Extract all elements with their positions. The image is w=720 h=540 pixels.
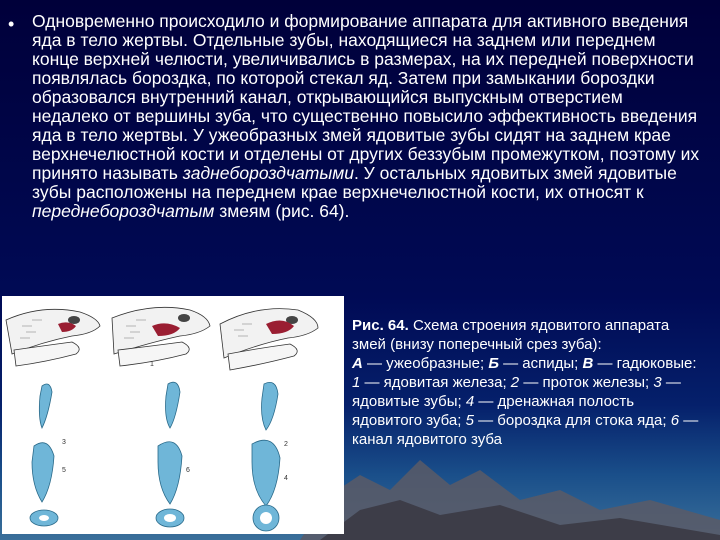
tooth-b: [156, 382, 190, 527]
term-front-grooved: переднебороздчатым: [32, 201, 215, 221]
figure-label-4: 4: [284, 475, 288, 482]
figure-label-3: 3: [62, 439, 66, 446]
caption-title: Схема строения ядовитого аппарата змей (внизу поперечный срез зуба):: [352, 317, 670, 353]
figure-label-5: 5: [62, 467, 66, 474]
snake-head-c: [220, 309, 318, 370]
caption-text-a: — ужеобразные;: [367, 355, 485, 372]
caption-num-2: 2: [510, 374, 520, 391]
caption-label-b: Б: [488, 355, 499, 372]
caption-item-1: — ядовитая железа;: [364, 374, 507, 391]
caption-num-4: 4: [465, 393, 475, 410]
figure-64-image: [2, 296, 344, 534]
caption-item-6: — канал ядовитого зуба: [352, 412, 699, 448]
caption-item-4: — дренажная полость ядовитого зуба;: [352, 393, 635, 429]
snake-head-a: [6, 309, 100, 366]
main-paragraph: [32, 12, 700, 221]
snake-venom-apparatus-diagram: [2, 296, 344, 534]
caption-item-2: — проток железы;: [523, 374, 650, 391]
caption-fig-label: Рис. 64.: [352, 317, 409, 334]
tooth-a: [30, 384, 66, 526]
caption-num-1: 1: [352, 374, 361, 391]
caption-num-6: 6: [670, 412, 680, 429]
paragraph-part-3: змеям (рис. 64).: [219, 201, 350, 221]
figure-label-2: 2: [284, 441, 288, 448]
snake-head-b: [112, 307, 210, 368]
paragraph-part-2: . У остальных ядовитых змей ядовитые зубы расположены на переднем крае верхнечелюстной кости, их относят к: [32, 163, 677, 202]
caption-num-5: 5: [465, 412, 474, 429]
paragraph-part-1: Одновременно происходило и формирование аппарата для активного введения яда в тело жертвы. Отдельные зубы, находящиеся на заднем или переднем конце верхней челюсти, увеличивались в размерах, на их передней поверхности появлялась бороздка, по которой стекал яд. Затем при замыкании бороздки образовался внутренний канал, открывающийся выпускным отверстием недалеко от вершины зуба, что существенно повысило эффективность введения яда в тело жертвы. У ужеобразных змей ядовитые зубы сидят на заднем крае верхнечелюстной кости и отделены от других беззубым промежутком, поэтому их принято называть: [32, 11, 700, 183]
bullet-marker: •: [8, 14, 15, 34]
caption-text-v: — гадюковые:: [597, 355, 697, 372]
tooth-c: [252, 382, 288, 531]
caption-item-5: — бороздка для стока яда;: [478, 412, 667, 429]
caption-label-a: А: [352, 355, 363, 372]
caption-num-3: 3: [653, 374, 662, 391]
figure-caption: [352, 316, 704, 449]
figure-label-6: 6: [186, 467, 190, 474]
caption-item-3: — ядовитые зубы;: [352, 374, 681, 410]
term-rear-grooved: заднебороздчатыми: [182, 163, 354, 183]
caption-text-b: — аспиды;: [503, 355, 579, 372]
figure-label-1: 1: [150, 361, 154, 368]
caption-label-v: В: [582, 355, 594, 372]
